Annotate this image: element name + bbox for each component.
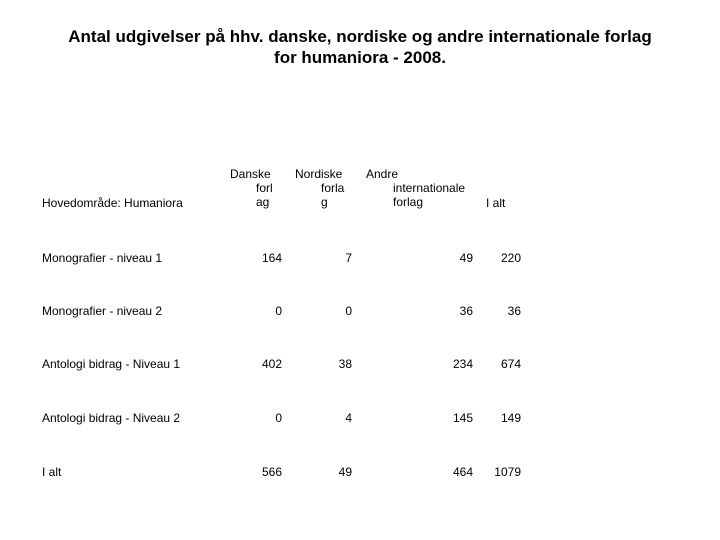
- header-nordiske: [295, 167, 344, 209]
- cell-andre: 464: [452, 465, 473, 479]
- cell-andre: 36: [459, 304, 473, 318]
- cell-danske: 0: [275, 304, 282, 318]
- row-label: Antologi bidrag - Niveau 2: [42, 411, 181, 425]
- cell-total: 149: [500, 411, 521, 425]
- cell-andre: 49: [459, 251, 473, 265]
- header-nordiske-line-2: forla: [321, 181, 345, 195]
- cell-danske: 566: [261, 465, 282, 479]
- header-nordiske-line-1: Nordiske: [295, 167, 343, 181]
- cell-total: 220: [500, 251, 521, 265]
- cell-andre: 234: [452, 357, 473, 371]
- row-label: I alt: [42, 465, 62, 479]
- header-andre-line-2: internationale: [393, 181, 466, 195]
- row-label: Antologi bidrag - Niveau 1: [42, 357, 181, 371]
- header-andre: [366, 167, 465, 209]
- header-area: Hovedområde: Humaniora: [42, 196, 183, 210]
- title-line-2: for humaniora - 2008.: [274, 48, 446, 67]
- row-label: Monografier - niveau 2: [42, 304, 163, 318]
- cell-nordiske: 0: [345, 304, 352, 318]
- header-total: I alt: [486, 196, 506, 210]
- row-label: Monografier - niveau 1: [42, 251, 163, 265]
- page-title: [0, 26, 720, 68]
- header-danske-line-3: ag: [256, 195, 270, 209]
- cell-danske: 0: [275, 411, 282, 425]
- cell-total: 674: [500, 357, 521, 371]
- header-danske-line-2: forl: [256, 181, 273, 195]
- cell-total: 36: [507, 304, 521, 318]
- cell-total: 1079: [494, 465, 521, 479]
- header-danske: [230, 167, 273, 209]
- cell-nordiske: 7: [345, 251, 352, 265]
- header-danske-line-1: Danske: [230, 167, 271, 181]
- cell-nordiske: 38: [338, 357, 352, 371]
- header-andre-line-3: forlag: [393, 195, 424, 209]
- cell-nordiske: 4: [345, 411, 352, 425]
- title-line-1: Antal udgivelser på hhv. danske, nordiske og andre internationale forlag: [68, 27, 652, 46]
- header-andre-line-1: Andre: [366, 167, 399, 181]
- cell-danske: 402: [261, 357, 282, 371]
- cell-andre: 145: [452, 411, 473, 425]
- header-nordiske-line-3: g: [321, 195, 328, 209]
- cell-danske: 164: [261, 251, 282, 265]
- cell-nordiske: 49: [338, 465, 352, 479]
